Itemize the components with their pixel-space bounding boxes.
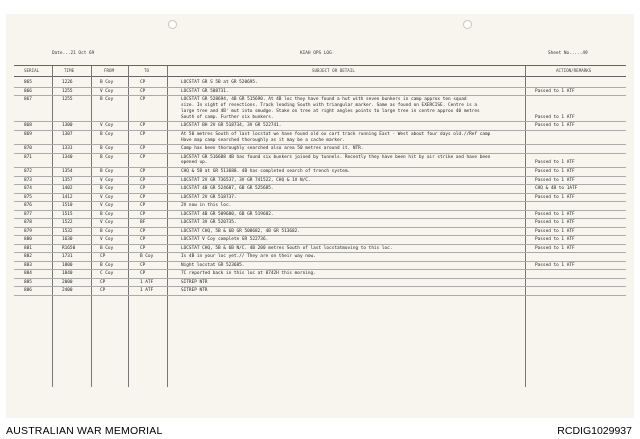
time-cell: 1226	[62, 80, 73, 85]
to-cell: CP	[140, 237, 146, 242]
action-cell: Passed to 1 ATF	[535, 211, 575, 217]
time-cell: 1340	[62, 154, 73, 160]
to-cell: CP	[140, 271, 146, 276]
subject-line: 7C reported back in this loc at 0742H this morning.	[181, 271, 316, 276]
from-cell: V Coy	[100, 237, 114, 242]
time-cell: 1255	[62, 88, 73, 94]
serial-cell: 873	[24, 177, 32, 183]
from-cell: CP	[100, 279, 106, 285]
to-cell: 1 ATF	[140, 288, 154, 293]
action-cell: CHQ & 4B to 1ATF	[535, 186, 578, 191]
time-cell: 1522	[62, 220, 73, 225]
log-row	[0, 97, 640, 121]
time-cell: 1307	[62, 131, 73, 137]
subject-line: LOCSTAT 4B GR 524687, 6B GR 525685.	[181, 186, 274, 191]
serial-cell: 876	[24, 203, 32, 208]
log-row	[0, 263, 640, 269]
log-row	[0, 220, 640, 226]
subject-line: size. In sight of resections. Track leading South with triangular marker. Same as found on EXERCISE. Centre is a	[181, 102, 478, 108]
log-row	[0, 169, 640, 175]
subject-line: Have map camp searched thoroughly as it may be a cache marker.	[181, 137, 345, 143]
subject-line: LOCSTAT CHQ, 5B & 6B GR 508682, 4B GR 513682.	[181, 228, 300, 234]
log-row	[0, 271, 640, 277]
time-cell: 1731	[62, 254, 73, 259]
action-cell: Passed to 1 ATF	[535, 245, 575, 251]
time-cell: 1840	[62, 271, 73, 276]
time-cell: R1650	[62, 245, 76, 251]
subject-line: Camp has been thoroughly searched also area 50 metres around it. NTR.	[181, 146, 364, 152]
subject-line: South of camp. Further six bunkers.	[181, 114, 274, 120]
time-cell: 1255	[62, 97, 73, 102]
time-cell: 1510	[62, 203, 73, 208]
subject-line: LOCSTAT 2V GR 518737.	[181, 194, 237, 200]
time-cell: 1402	[62, 186, 73, 191]
record-id: RCDIG1029937	[557, 425, 632, 437]
serial-cell: 867	[24, 97, 32, 102]
subject-line: At 50 metres South of last locstat we have found old ox cart track running East - West about four days old.//Ref camp	[181, 131, 491, 137]
column-header-time: TIME	[64, 68, 75, 73]
serial-cell: 869	[24, 131, 32, 137]
serial-cell: 879	[24, 228, 32, 234]
serial-cell: 866	[24, 88, 32, 94]
from-cell: B Coy	[100, 131, 114, 137]
to-cell: CP	[140, 186, 146, 191]
time-cell: 2400	[62, 288, 73, 293]
from-cell: V Coy	[100, 177, 114, 183]
punch-hole	[168, 20, 177, 29]
from-cell: V Coy	[100, 203, 114, 208]
to-cell: CP	[140, 88, 146, 94]
to-cell: CP	[140, 203, 146, 208]
log-row	[0, 186, 640, 192]
column-header-subject: SUBJECT OR DETAIL	[312, 68, 355, 73]
subject-line: large tree and 4B' mut into smudge. Stake on tree at right angles points to large tree in centre approx 40 metres	[181, 108, 480, 114]
subject-line: SITREP NTR	[181, 288, 208, 293]
to-cell: CP	[140, 80, 146, 85]
log-row	[0, 146, 640, 152]
action-cell: Passed to 1 ATF	[535, 88, 575, 94]
to-cell: CP	[140, 194, 146, 200]
column-header-serial: SERIAL	[24, 68, 40, 73]
to-cell: CP	[140, 245, 146, 251]
action-cell: Passed to 1 ATF	[535, 220, 575, 225]
from-cell: B Coy	[100, 146, 114, 152]
log-row	[0, 237, 640, 243]
from-cell: B Coy	[100, 154, 114, 160]
action-cell: Passed to 1 ATF	[535, 237, 575, 242]
serial-cell: 885	[24, 279, 32, 285]
to-cell: CP	[140, 131, 146, 137]
subject-line: SITREP NTR	[181, 279, 208, 285]
time-cell: 1800	[62, 262, 73, 268]
time-cell: 2000	[62, 279, 73, 285]
log-row	[0, 280, 640, 286]
serial-cell: 865	[24, 80, 32, 85]
row-rule	[14, 295, 626, 296]
serial-cell: 882	[24, 254, 32, 259]
log-row	[0, 80, 640, 86]
subject-line: CHQ & 5B at GR 513688. 4B has completed search of trench system.	[181, 169, 351, 174]
subject-line: 2V now in this loc.	[181, 203, 232, 208]
from-cell: B Coy	[100, 228, 114, 234]
to-cell: 1 ATF	[140, 279, 154, 285]
action-cell: Passed to 1 ATF	[535, 177, 575, 183]
subject-line: LOCSTAT GR 516688 4B has found six bunkers joined by tunnels. Recently they have been hit by air strike and have been	[181, 154, 491, 160]
log-row	[0, 229, 640, 235]
from-cell: V Coy	[100, 194, 114, 200]
serial-cell: 881	[24, 245, 32, 251]
to-cell: CP	[140, 154, 146, 160]
time-cell: 1532	[62, 228, 73, 234]
to-cell: CP	[140, 97, 146, 102]
action-cell: Passed to 1 ATF	[535, 228, 575, 234]
time-cell: 1630	[62, 237, 73, 242]
subject-line: Is 4B in your loc yet.// They are on their way now.	[181, 254, 316, 259]
subject-line: Night locstat GR 523685.	[181, 262, 245, 268]
header-rule-top	[14, 65, 626, 66]
serial-cell: 874	[24, 186, 32, 191]
to-cell: CP	[140, 146, 146, 152]
sheet-number: Sheet No.....49	[548, 51, 588, 56]
subject-line: LOCSTAT 2V GR 736537, 3V GR 741522, CHQ & 1V N/C.	[181, 177, 311, 183]
from-cell: CP	[100, 254, 106, 259]
column-header-from: FROM	[104, 68, 115, 73]
date-field: Date...21 Oct 69	[52, 51, 95, 56]
punch-hole	[463, 20, 472, 29]
serial-cell: 871	[24, 154, 32, 160]
to-cell: CP	[140, 169, 146, 174]
log-row	[0, 89, 640, 95]
log-row	[0, 132, 640, 144]
from-cell: C Coy	[100, 271, 114, 276]
serial-cell: 868	[24, 123, 32, 129]
time-cell: 1412	[62, 194, 73, 200]
action-cell: Passed to 1 ATF	[535, 262, 575, 268]
serial-cell: 884	[24, 271, 32, 276]
time-cell: 1331	[62, 146, 73, 152]
from-cell: B Coy	[100, 97, 114, 102]
serial-cell: 880	[24, 237, 32, 242]
subject-line: LOCSTAT V Coy complete GR 522736.	[181, 237, 269, 242]
serial-cell: 875	[24, 194, 32, 200]
subject-line: LOCSTAT GR 528694, 4B GR 515690. At 4B loc they have found a hut with seven bunkers in camp approx ten squad	[181, 97, 467, 102]
subject-line: LOCSTAT GR 508731.	[181, 88, 229, 94]
column-header-to: TO	[144, 68, 150, 73]
archive-footer	[0, 422, 640, 439]
to-cell: CP	[140, 211, 146, 217]
from-cell: V Coy	[100, 220, 114, 225]
from-cell: B Coy	[100, 80, 114, 85]
subject-line: LOCSTAT 4B GR 509680, 6B GR 519682.	[181, 211, 274, 217]
action-cell: Passed to 1 ATF	[535, 114, 575, 120]
time-cell: 1300	[62, 123, 73, 129]
log-row	[0, 203, 640, 209]
from-cell: CP	[100, 288, 106, 293]
serial-cell: 886	[24, 288, 32, 293]
log-row	[0, 155, 640, 167]
archive-name: AUSTRALIAN WAR MEMORIAL	[6, 425, 163, 437]
subject-line: LOCSTAT GR S 5B at GR 520695.	[181, 80, 258, 85]
action-cell: Passed to 1 ATF	[535, 194, 575, 200]
from-cell: V Coy	[100, 123, 114, 129]
subject-line: LOCSTAT BH 2V GR 518734, 3V GR 522741.	[181, 123, 282, 129]
from-cell: B Coy	[100, 186, 114, 191]
to-cell: BF	[140, 220, 146, 225]
header-rule-bottom	[14, 76, 626, 77]
log-row	[0, 123, 640, 129]
log-row	[0, 195, 640, 201]
serial-cell: 878	[24, 220, 32, 225]
to-cell: CP	[140, 262, 146, 268]
time-cell: 1357	[62, 177, 73, 183]
to-cell: CP	[140, 177, 146, 183]
serial-cell: 870	[24, 146, 32, 152]
subject-line: opened up.	[181, 160, 208, 166]
subject-line: LOCSTAT 3V GR 520735.	[181, 220, 237, 225]
to-cell: CP	[140, 228, 146, 234]
to-cell: B Coy	[140, 254, 154, 259]
from-cell: B Coy	[100, 211, 114, 217]
subject-line: LOCSTAT CHQ, 5B & 6B N/C. 4B 200 metres South of last locstatmoving to this loc.	[181, 245, 393, 251]
log-row	[0, 246, 640, 252]
serial-cell: 877	[24, 211, 32, 217]
action-cell: Passed to 1 ATF	[535, 123, 575, 129]
log-row	[0, 212, 640, 218]
from-cell: B Coy	[100, 262, 114, 268]
from-cell: V Coy	[100, 88, 114, 94]
log-row	[0, 288, 640, 294]
from-cell: B Coy	[100, 169, 114, 174]
log-title: KIAH OPS LOG	[300, 51, 332, 56]
log-row	[0, 178, 640, 184]
log-row	[0, 254, 640, 260]
serial-cell: 872	[24, 169, 32, 174]
to-cell: CP	[140, 123, 146, 129]
action-cell: Passed to 1 ATF	[535, 169, 575, 174]
time-cell: 1515	[62, 211, 73, 217]
action-cell: Passed to 1 ATF	[535, 160, 575, 166]
serial-cell: 883	[24, 262, 32, 268]
column-header-action: ACTION/REMARKS	[556, 68, 592, 73]
time-cell: 1354	[62, 169, 73, 174]
from-cell: B Coy	[100, 245, 114, 251]
